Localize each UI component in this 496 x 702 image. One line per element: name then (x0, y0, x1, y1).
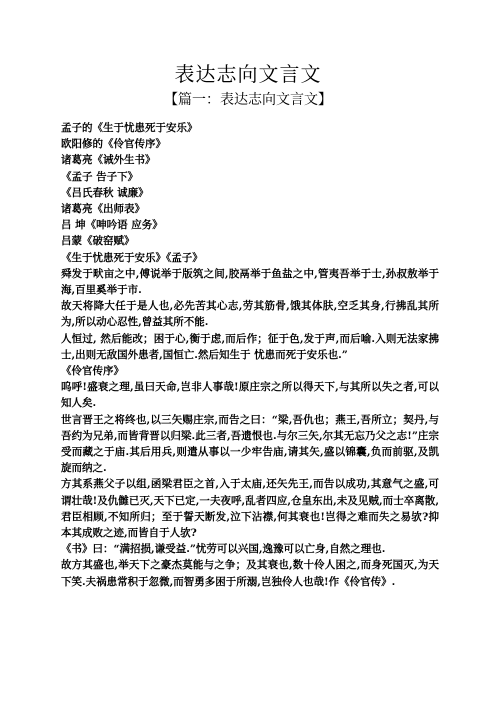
paragraph: 呜呼!盛衰之理,虽曰天命,岂非人事哉!原庄宗之所以得天下,与其所以失之者,可以知人矣. (61, 381, 439, 410)
contents-item: 诸葛亮《诫外生书》 (61, 154, 156, 167)
paragraph: 人恒过, 然后能改；困于心,衡于虑,而后作；征于色,发于声,而后喻.入则无法家拂士,出则无敌国外患者,国恒亡.然后知生于 忧患而死于安乐也.” (61, 332, 439, 361)
paragraph: 舜发于畎亩之中,傅说举于版筑之间,胶鬲举于鱼盐之中,管夷吾举于士,孙叔敖举于海,百里奚举于市. (61, 267, 439, 297)
section-heading: 《生于忧患死于安乐》《孟子》 (61, 251, 203, 264)
document-title: 表达志向文言文 (174, 62, 322, 86)
contents-item: 《孟子 告子下》 (61, 170, 139, 183)
paragraph: 方其系燕父子以组,函梁君臣之首,入于太庙,还矢先王,而告以成功,其意气之盛,可谓壮哉!及仇雠已灭,天下已定,一夫夜呼,乱者四应,仓皇东出,未及见贼,而士卒离散,君臣相顾,不知所归；至于誓天断发,泣下沾襟,何其衰也!岂得之难而失之易欤?抑本其成败之迹,而皆自于人欤? (61, 478, 439, 540)
paragraph: 世言晋王之将终也,以三矢赐庄宗,而告之曰：“梁,吾仇也；燕王,吾所立；契丹,与吾约为兄弟,而皆背晋以归梁.此三者,吾遗恨也.与尔三矢,尔其无忘乃父之志!”庄宗受而藏之于庙.其后用兵,则遣从事以一少牢告庙,请其矢,盛以锦囊,负而前驱,及凯旋而纳之. (61, 413, 439, 475)
section-heading: 《伶官传序》 (61, 365, 124, 378)
contents-item: 吕蒙《破窑赋》 (61, 235, 135, 248)
paragraph: 故天将降大任于是人也,必先苦其心志,劳其筋骨,饿其体肤,空乏其身,行拂乱其所为,所以动心忍性,曾益其所不能. (61, 300, 439, 329)
paragraph: 《书》曰：“满招损,谦受益.”忧劳可以兴国,逸豫可以亡身,自然之理也. (61, 543, 386, 556)
contents-item: 诸葛亮《出师表》 (61, 203, 145, 216)
document-subtitle: 【篇一：表达志向文言文】 (164, 92, 332, 108)
contents-item: 《吕氏春秋 诚廉》 (61, 186, 149, 199)
contents-item: 欧阳修的《伶官传序》 (61, 138, 166, 151)
contents-item: 孟子的《生于忧患死于安乐》 (61, 122, 198, 134)
paragraph: 故方其盛也,举天下之豪杰莫能与之争；及其衰也,数十伶人困之,而身死国灭,为天下笑.夫祸患常积于忽微,而智勇多困于所溺,岂独伶人也哉!作《伶官传》. (61, 559, 439, 588)
contents-item: 吕 坤《呻吟语 应务》 (61, 219, 163, 232)
document-body (61, 120, 439, 590)
